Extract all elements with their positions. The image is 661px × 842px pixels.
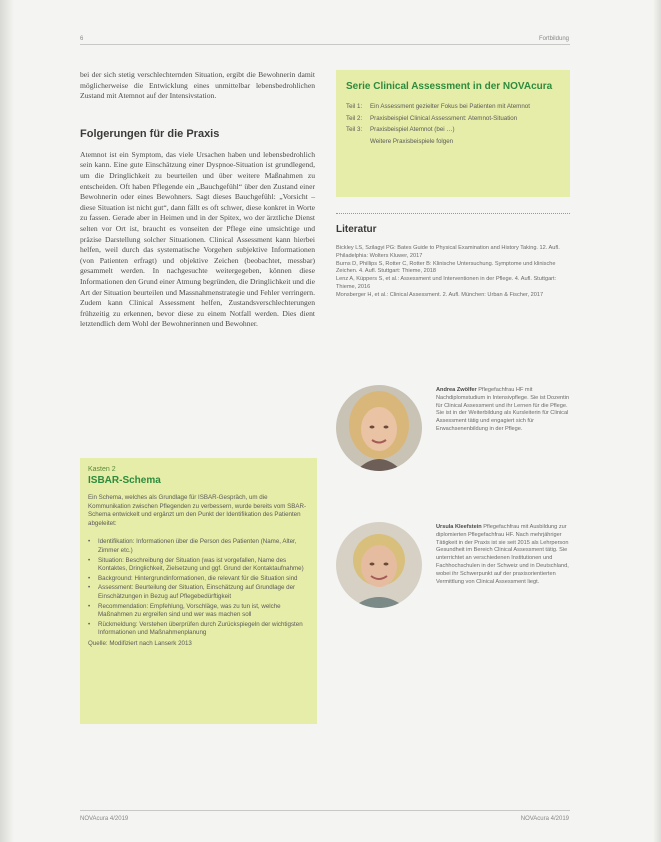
page-edge-left (0, 0, 14, 842)
list-item: • Background: Hintergrundinformationen, die relevant für die Situation sind (88, 574, 298, 582)
portrait-icon (336, 522, 422, 608)
literature-item: Monsberger H, et al.: Clinical Assessment. 2. Aufl. München: Urban & Fischer, 2017 (336, 291, 544, 298)
list-item: • Situation: Beschreibung der Situation (was ist vorgefallen, Name des Kontaktes, Dringlichkeit, Zielsetzung und ggf. Grund der Kontaktaufnahme) (88, 556, 304, 573)
author-bio-text: Pflegefachfrau HF mit Nachdiplomstudium in Intensivpflege. Sie ist Dozentin für Clinical Assessment und ihr Lernen für die Pflege. Sie ist in der Weiterbildung als Kursleiterin für Clinical Assessment tätig und engagiert sich für Erwachsenenbildung in der Pflege. (436, 387, 570, 432)
isbar-list (88, 538, 309, 638)
header-rule (80, 44, 570, 45)
section-header: Fortbildung (538, 36, 569, 42)
page-number-top: 6 (80, 36, 84, 42)
list-item: • Identifikation: Informationen über die Person des Patienten (Name, Alter, Zimmer etc.) (88, 538, 297, 554)
right-column (336, 70, 570, 300)
footer-right: NOVAcura 4/2019 (520, 816, 569, 822)
box-source: Quelle: Modifiziert nach Lanserk 2013 (88, 639, 192, 647)
section-heading: Folgerungen für die Praxis (80, 127, 220, 140)
box-intro: Ein Schema, welches als Grundlage für ISBAR-Gespräch, um die Kommunikation zwischen Pflegenden zu verbessern, wurde bereits vom SBAR-Schema entwickelt und ergänzt um den Punkt der Identifikation des Patienten abgeleitet: (88, 494, 307, 527)
series-item: Teil 2: Praxisbeispiel Clinical Assessment: Atemnot-Situation (346, 114, 518, 122)
series-item: Teil 1: Ein Assessment gezielter Fokus bei Patienten mit Atemnot (346, 103, 530, 110)
series-item: Teil 3: Praxisbeispiel Atemnot (bei …) (346, 126, 455, 134)
footer-left: NOVAcura 4/2019 (80, 816, 129, 822)
series-item: Weitere Praxisbeispiele folgen (370, 137, 454, 145)
body-paragraph: Atemnot ist ein Symptom, das viele Ursachen haben und lebensbedrohlich sein kann. Eine gute Einschätzung einer Dyspnoe-Situation ist grundlegend, um die Dringlichkeit zu beurteilen und über weitere Maßnahmen zu entscheiden. Oft haben Pflegende ein „Bauchgefühl“ über den Zustand einer Bewohnerin oder eines Bewohners. Sagt dieses Bauchgefühl: „Vorsicht – diese Situation ist nicht gut“, dann fällt es oft schwer, diese konkret in Worte zu fassen. Gerade aber in Heimen und in der Spitex, wo der ärztliche Dienst selten vor Ort ist, braucht es vonseiten der Pflege eine umsichtige und präzise Darstellung solcher Situationen. Clinical Assessment kann hierbei helfen, weil durch das systematische Vorgehen subjektive Informationen (von Patienten erfragt) und objektive Zeichen (beobachtet, messbar) gesammelt werden. In nachgesuchte weitergegeben, können diese Informationen den Grund einer Atmung begründen, die Dringlichkeit und die Art der Situation beurteilen und Massnahmenstrategie und Fehler verringern. Zudem kann Clinical Assessment helfen, Zustandsverschlechterungen frühzeitig zu erkennen, bevor diese zu einem Notfall werden. Dies dient letztendlich dem Wohl der Bewohnerinnen und Bewohner. (80, 149, 315, 329)
left-column (80, 70, 315, 330)
page-edge-right (653, 0, 661, 842)
literature-item: Burns D, Phillips S, Rotter C, Rotter B: Klinische Untersuchung. Symptome und klinische Zeichen. 4. Aufl. Stuttgart: Thieme, 2018 (336, 260, 556, 275)
intro-paragraph: bei der sich stetig verschlechternden Situation, ergibt die Bewohnerin damit möglicherweise die Entwicklung eines unmittelbar lebensbedrohlichen Zustand mit Atemnot auf der Intensivstation. (80, 70, 315, 101)
box-title: ISBAR-Schema (88, 475, 161, 486)
box-label: Kasten 2 (88, 466, 116, 473)
author-bio (436, 524, 570, 586)
literature-item: Bickley LS, Szilagyi PG: Bates Guide to Physical Examination and History Taking. 12. Aufl. Philadelphia: Wolters Kluwer, 2017 (336, 245, 560, 259)
series-box (336, 70, 570, 197)
list-item: • Rückmeldung: Verstehen überprüfen durch Zurückspiegeln der wichtigsten Informationen und Maßnahmenplanung (88, 620, 303, 637)
series-title: Serie Clinical Assessment in der NOVAcura (346, 81, 553, 92)
isbar-box (80, 458, 317, 724)
list-item: • Assessment: Beurteilung der Situation, Einschätzung auf Grundlage der Einschätzungen in Bezug auf Pflegebedürftigkeit (88, 584, 296, 600)
footer-rule (80, 810, 570, 811)
author-name: Ursula Kleefstein (436, 524, 482, 530)
author-bio-text: Pflegefachfrau mit Ausbildung zur diplomierten Pflegefachfrau HF. Nach mehrjähriger Tätigkeit in der Praxis ist sie seit 2015 als Lehrperson Gesundheit im Bereich Clinical Assessment tätig. Sie unterrichtet an verschiedenen Institutionen und Fachhochschulen in der Schweiz und in Deutschland, wobei ihr Schwerpunkt auf der praxisorientierten Vermittlung von Clinical Assessment liegt. (436, 524, 569, 585)
author-bio (436, 387, 570, 434)
divider (336, 213, 570, 214)
portrait-icon (336, 385, 422, 471)
author-photo (336, 522, 422, 608)
literature-heading: Literatur (336, 224, 377, 235)
author-name: Andrea Zwölfer (436, 387, 477, 393)
literature-item: Lenz A, Küppers S, et al.: Assessment und Interventionen in der Pflege. 4. Aufl. Stuttgart: Thieme, 2016 (336, 276, 557, 290)
author-photo (336, 385, 422, 471)
list-item: • Recommendation: Empfehlung, Vorschläge, was zu tun ist, welche Maßnahmen zu ergreifen sind und wer was machen soll (88, 602, 281, 619)
